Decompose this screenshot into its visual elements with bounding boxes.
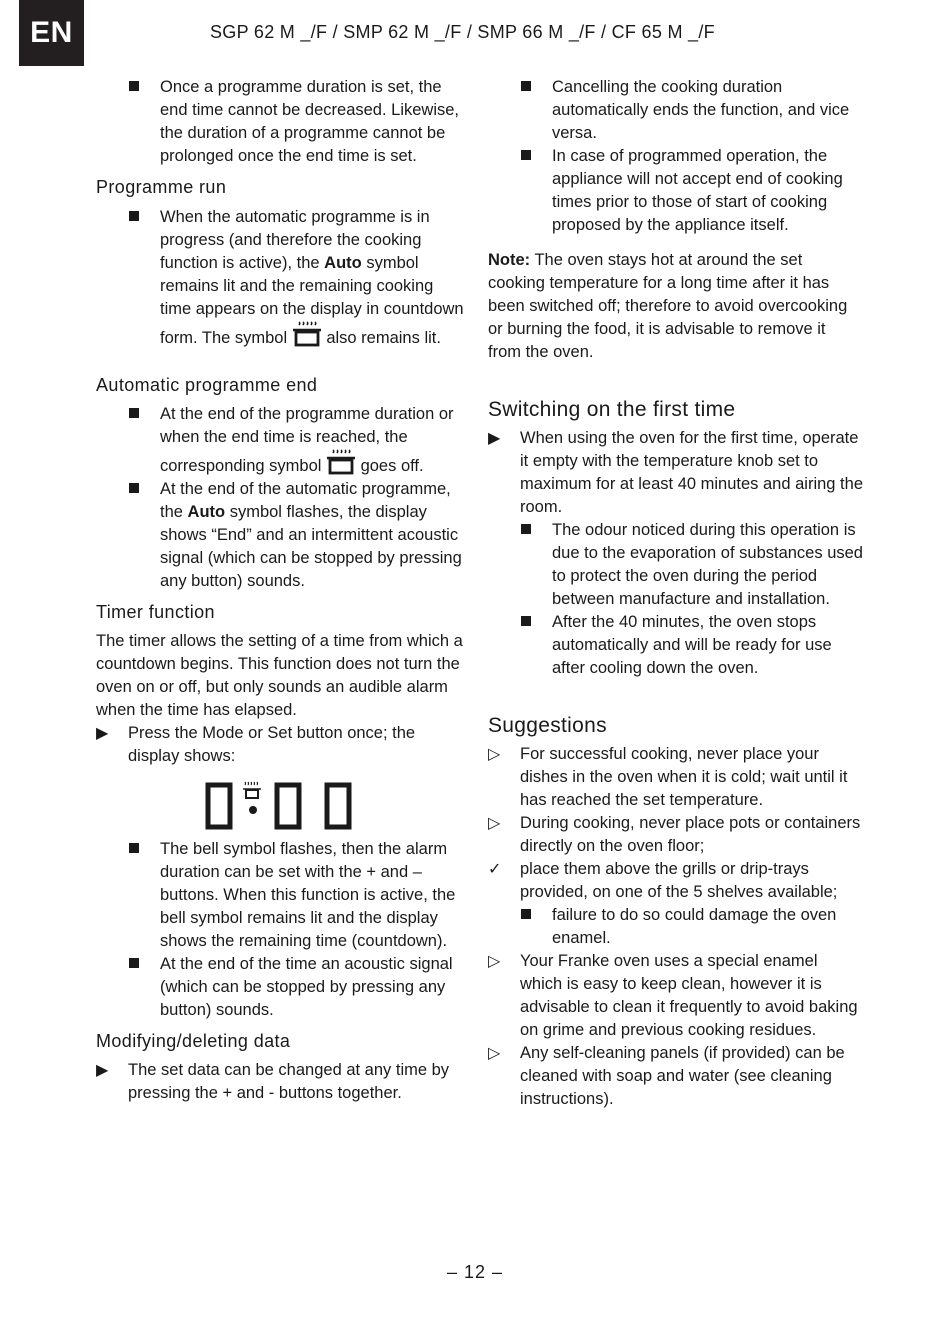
open-arrow-icon: ▷	[488, 1045, 501, 1062]
text-fragment: At the end of the automatic programme, the	[160, 480, 451, 521]
suggestion-text: Any self-cleaning panels (if provided) can be cleaned with soap and water (see cleaning instructions).	[520, 1044, 845, 1108]
note-paragraph	[488, 249, 863, 364]
step-item	[96, 722, 466, 768]
list-item	[96, 403, 466, 478]
heading-automatic-programme-end: Automatic programme end	[96, 375, 318, 395]
auto-label: Auto	[187, 503, 226, 521]
suggestion-item	[488, 858, 863, 904]
heading-timer-function: Timer function	[96, 602, 215, 622]
note-label: Note:	[488, 251, 531, 269]
list-item-text: In case of programmed operation, the appliance will not accept end of cooking times prior to those of start of cooking proposed by the appliance itself.	[552, 147, 843, 234]
arrow-icon: ▶	[96, 1062, 109, 1079]
list-item-text: Cancelling the cooking duration automatically ends the function, and vice versa.	[552, 78, 850, 142]
pot-icon	[326, 449, 356, 475]
open-arrow-icon: ▷	[488, 815, 501, 832]
heading-programme-run: Programme run	[96, 177, 227, 197]
lcd-display-icon	[204, 780, 356, 832]
timer-intro: The timer allows the setting of a time from which a countdown begins. This function does not turn the oven on or off, but only sounds an audible alarm when the time has elapsed.	[96, 632, 463, 719]
check-icon: ✓	[488, 861, 502, 878]
list-item	[488, 145, 863, 237]
heading-suggestions: Suggestions	[488, 714, 607, 737]
suggestion-text: place them above the grills or drip-trays provided, on one of the 5 shelves available;	[520, 860, 838, 901]
open-arrow-icon: ▷	[488, 953, 501, 970]
list-item-text: The bell symbol flashes, then the alarm duration can be set with the + and – buttons. When this function is active, the bell symbol remains lit and the display shows the remaining time (countdown).	[160, 840, 456, 950]
open-arrow-icon: ▷	[488, 746, 501, 763]
text-fragment: At the end of the programme duration or when the end time is reached, the corresponding symbol	[160, 405, 454, 475]
note-text: The oven stays hot at around the set cooking temperature for a long time after it has been switched off; therefore to avoid overcooking or burning the food, it is advisable to remove it from the oven.	[488, 251, 848, 361]
step-text: When using the oven for the first time, operate it empty with the temperature knob set to maximum for at least 40 minutes and airing the room.	[520, 429, 863, 516]
left-column	[96, 75, 466, 1105]
list-item-text: The odour noticed during this operation is due to the evaporation of substances used to protect the oven during the period between manufacture and installation.	[552, 521, 863, 608]
step-text: The set data can be changed at any time by pressing the + and - buttons together.	[128, 1061, 450, 1102]
text-fragment: also remains lit.	[321, 329, 441, 347]
model-header: SGP 62 M _/F / SMP 62 M _/F / SMP 66 M _/F / CF 65 M _/F	[210, 22, 715, 42]
step-item	[488, 427, 863, 519]
list-item-text: After the 40 minutes, the oven stops automatically and will be ready for use after cooling down the oven.	[552, 613, 832, 677]
language-tab: EN	[19, 0, 84, 66]
right-column	[488, 75, 863, 1111]
text-fragment: symbol flashes, the display shows “End” and an intermittent acoustic signal (which can be stopped by pressing any button) sounds.	[160, 503, 462, 590]
suggestion-item	[488, 1042, 863, 1111]
list-item	[96, 953, 466, 1022]
text-fragment: goes off.	[356, 457, 424, 475]
list-item	[96, 838, 466, 953]
suggestion-item	[488, 743, 863, 812]
text-fragment: When the automatic programme is in progress (and therefore the cooking function is active), the	[160, 208, 430, 272]
suggestion-item	[488, 950, 863, 1042]
arrow-icon: ▶	[488, 430, 501, 447]
suggestion-text: Your Franke oven uses a special enamel which is easy to keep clean, however it is advisable to clean it frequently to avoid baking on grime and previous cooking residues.	[520, 952, 858, 1039]
list-item	[488, 904, 863, 950]
heading-switching-on: Switching on the first time	[488, 398, 736, 421]
page-number: – 12 –	[446, 1262, 504, 1282]
list-item	[488, 611, 863, 680]
list-item	[96, 76, 466, 168]
list-item-text: failure to do so could damage the oven enamel.	[552, 906, 837, 947]
list-item	[488, 519, 863, 611]
list-item	[488, 76, 863, 145]
suggestion-text: During cooking, never place pots or containers directly on the oven floor;	[520, 814, 861, 855]
list-item-text: Once a programme duration is set, the end time cannot be decreased. Likewise, the duration of a programme cannot be prolonged once the end time is set.	[160, 78, 460, 165]
heading-modifying-deleting: Modifying/deleting data	[96, 1031, 291, 1051]
auto-label: Auto	[324, 254, 362, 272]
suggestion-text: For successful cooking, never place your dishes in the oven when it is cold; wait until it has reached the set temperature.	[520, 745, 848, 809]
step-text: Press the Mode or Set button once; the display shows:	[128, 724, 416, 765]
list-item-text: At the end of the time an acoustic signal (which can be stopped by pressing any button) sounds.	[160, 955, 453, 1019]
step-item	[96, 1059, 466, 1105]
pot-icon	[292, 321, 322, 347]
suggestion-item	[488, 812, 863, 858]
list-item	[96, 478, 466, 593]
arrow-icon: ▶	[96, 725, 109, 742]
text-fragment: symbol remains lit and the remaining cooking time appears on the display in countdown form. The symbol	[160, 254, 464, 347]
list-item	[96, 206, 466, 350]
